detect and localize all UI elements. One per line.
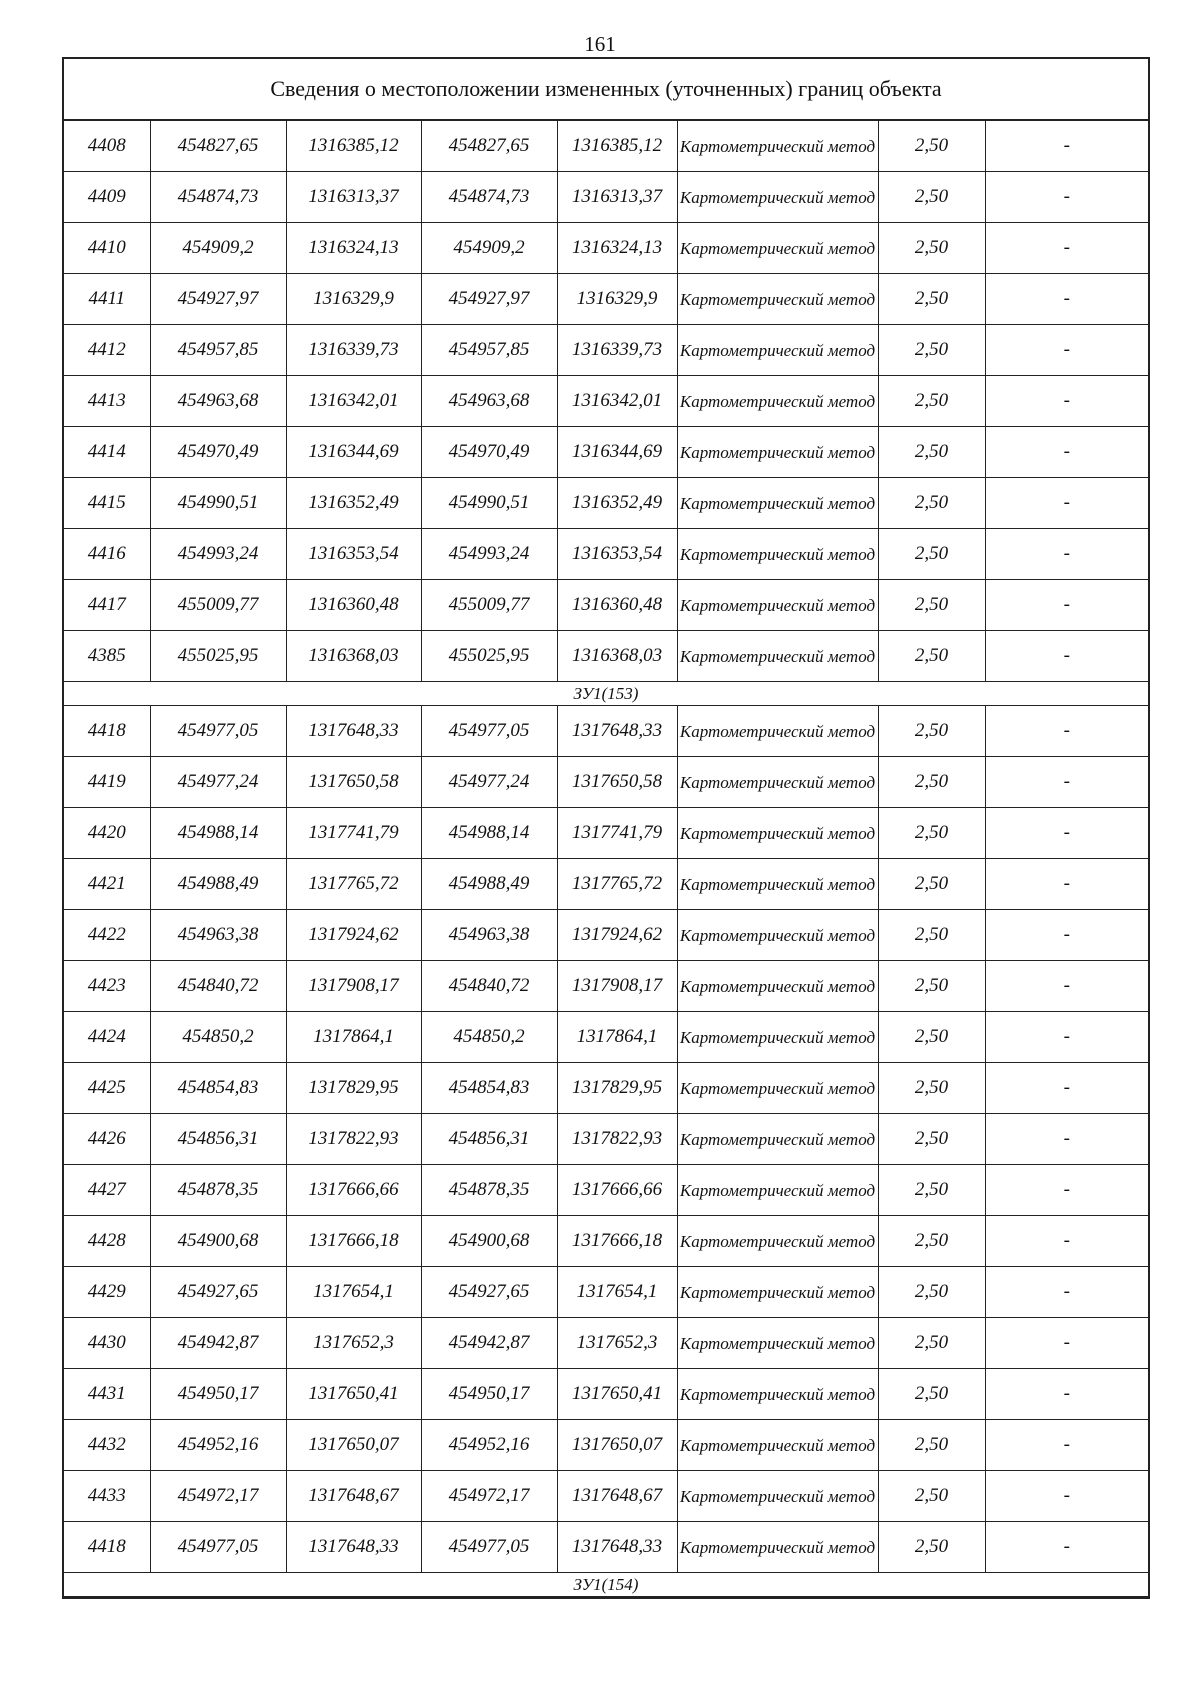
cell-point-number: 4433: [64, 1471, 150, 1522]
cell-point-number: 4421: [64, 859, 150, 910]
cell-description: -: [985, 961, 1148, 1012]
cell-y-new: 1317864,1: [557, 1012, 677, 1063]
cell-accuracy: 2,50: [878, 376, 985, 427]
cell-x-new: 454977,05: [421, 706, 557, 757]
cell-x-new: 454993,24: [421, 529, 557, 580]
cell-x-old: 454927,65: [150, 1267, 286, 1318]
cell-point-number: 4423: [64, 961, 150, 1012]
cell-accuracy: 2,50: [878, 859, 985, 910]
cell-x-old: 454970,49: [150, 427, 286, 478]
cell-point-number: 4415: [64, 478, 150, 529]
cell-description: -: [985, 1369, 1148, 1420]
table-row: [64, 1165, 1148, 1216]
cell-description: -: [985, 808, 1148, 859]
cell-description: -: [985, 325, 1148, 376]
cell-accuracy: 2,50: [878, 1267, 985, 1318]
cell-y-new: 1317666,18: [557, 1216, 677, 1267]
cell-y-old: 1317666,66: [286, 1165, 421, 1216]
cell-y-old: 1317822,93: [286, 1114, 421, 1165]
cell-method: Картометрический метод: [677, 1165, 878, 1216]
cell-x-old: 454850,2: [150, 1012, 286, 1063]
cell-y-old: 1316342,01: [286, 376, 421, 427]
cell-point-number: 4425: [64, 1063, 150, 1114]
cell-point-number: 4419: [64, 757, 150, 808]
cell-point-number: 4428: [64, 1216, 150, 1267]
coordinates-table-frame: [62, 57, 1150, 1599]
cell-y-old: 1317924,62: [286, 910, 421, 961]
cell-point-number: 4417: [64, 580, 150, 631]
cell-y-old: 1317654,1: [286, 1267, 421, 1318]
table-row: [64, 529, 1148, 580]
cell-method: Картометрический метод: [677, 1063, 878, 1114]
cell-y-new: 1316360,48: [557, 580, 677, 631]
cell-description: -: [985, 1318, 1148, 1369]
cell-method: Картометрический метод: [677, 121, 878, 172]
cell-y-new: 1317650,41: [557, 1369, 677, 1420]
section-label: ЗУ1(154): [64, 1573, 1148, 1597]
cell-x-new: 454927,65: [421, 1267, 557, 1318]
cell-accuracy: 2,50: [878, 478, 985, 529]
cell-point-number: 4431: [64, 1369, 150, 1420]
cell-point-number: 4427: [64, 1165, 150, 1216]
cell-point-number: 4411: [64, 274, 150, 325]
cell-x-old: 454942,87: [150, 1318, 286, 1369]
table-row: [64, 1420, 1148, 1471]
cell-y-old: 1317648,67: [286, 1471, 421, 1522]
cell-method: Картометрический метод: [677, 706, 878, 757]
cell-accuracy: 2,50: [878, 910, 985, 961]
cell-accuracy: 2,50: [878, 1420, 985, 1471]
cell-description: -: [985, 1165, 1148, 1216]
cell-y-new: 1316352,49: [557, 478, 677, 529]
cell-x-new: 455025,95: [421, 631, 557, 682]
cell-description: -: [985, 121, 1148, 172]
cell-x-new: 454874,73: [421, 172, 557, 223]
cell-x-new: 454840,72: [421, 961, 557, 1012]
cell-method: Картометрический метод: [677, 1420, 878, 1471]
table-row: [64, 478, 1148, 529]
cell-x-old: 454993,24: [150, 529, 286, 580]
cell-description: -: [985, 1114, 1148, 1165]
cell-y-new: 1317650,58: [557, 757, 677, 808]
cell-method: Картометрический метод: [677, 325, 878, 376]
cell-x-old: 454827,65: [150, 121, 286, 172]
cell-description: -: [985, 478, 1148, 529]
cell-x-new: 454878,35: [421, 1165, 557, 1216]
cell-point-number: 4429: [64, 1267, 150, 1318]
coordinates-table: [64, 121, 1148, 1597]
cell-description: -: [985, 1522, 1148, 1573]
cell-y-old: 1317648,33: [286, 1522, 421, 1573]
cell-method: Картометрический метод: [677, 580, 878, 631]
cell-accuracy: 2,50: [878, 580, 985, 631]
cell-method: Картометрический метод: [677, 427, 878, 478]
cell-description: -: [985, 1471, 1148, 1522]
cell-x-old: 454950,17: [150, 1369, 286, 1420]
cell-y-new: 1317908,17: [557, 961, 677, 1012]
cell-y-old: 1316329,9: [286, 274, 421, 325]
cell-method: Картометрический метод: [677, 1369, 878, 1420]
cell-accuracy: 2,50: [878, 1318, 985, 1369]
cell-x-new: 454850,2: [421, 1012, 557, 1063]
cell-y-old: 1317648,33: [286, 706, 421, 757]
cell-description: -: [985, 910, 1148, 961]
cell-method: Картометрический метод: [677, 808, 878, 859]
cell-method: Картометрический метод: [677, 1012, 878, 1063]
cell-y-old: 1316360,48: [286, 580, 421, 631]
table-row: [64, 961, 1148, 1012]
table-row: [64, 1063, 1148, 1114]
cell-x-new: 454950,17: [421, 1369, 557, 1420]
cell-x-new: 455009,77: [421, 580, 557, 631]
cell-y-old: 1316385,12: [286, 121, 421, 172]
cell-description: -: [985, 706, 1148, 757]
cell-x-new: 454827,65: [421, 121, 557, 172]
section-row: [64, 1573, 1148, 1597]
cell-description: -: [985, 427, 1148, 478]
cell-accuracy: 2,50: [878, 529, 985, 580]
cell-y-new: 1316329,9: [557, 274, 677, 325]
cell-y-old: 1316344,69: [286, 427, 421, 478]
cell-description: -: [985, 376, 1148, 427]
cell-description: -: [985, 172, 1148, 223]
cell-x-new: 454988,49: [421, 859, 557, 910]
cell-method: Картометрический метод: [677, 376, 878, 427]
cell-method: Картометрический метод: [677, 961, 878, 1012]
cell-description: -: [985, 223, 1148, 274]
cell-x-old: 454952,16: [150, 1420, 286, 1471]
cell-method: Картометрический метод: [677, 172, 878, 223]
cell-method: Картометрический метод: [677, 1114, 878, 1165]
cell-method: Картометрический метод: [677, 631, 878, 682]
cell-x-new: 454977,05: [421, 1522, 557, 1573]
cell-x-new: 454909,2: [421, 223, 557, 274]
table-row: [64, 910, 1148, 961]
cell-x-old: 455009,77: [150, 580, 286, 631]
table-row: [64, 1471, 1148, 1522]
cell-point-number: 4418: [64, 706, 150, 757]
cell-description: -: [985, 631, 1148, 682]
cell-y-new: 1317650,07: [557, 1420, 677, 1471]
cell-y-new: 1316324,13: [557, 223, 677, 274]
cell-accuracy: 2,50: [878, 1369, 985, 1420]
page-number: 161: [584, 32, 616, 56]
table-body: [64, 121, 1148, 1597]
cell-accuracy: 2,50: [878, 1471, 985, 1522]
section-label: ЗУ1(153): [64, 682, 1148, 706]
table-row: [64, 427, 1148, 478]
table-row: [64, 172, 1148, 223]
cell-description: -: [985, 1063, 1148, 1114]
table-title: Сведения о местоположении измененных (уточненных) границ объекта: [64, 59, 1148, 121]
cell-y-old: 1317829,95: [286, 1063, 421, 1114]
cell-x-new: 454977,24: [421, 757, 557, 808]
cell-accuracy: 2,50: [878, 706, 985, 757]
table-row: [64, 757, 1148, 808]
cell-method: Картометрический метод: [677, 478, 878, 529]
cell-accuracy: 2,50: [878, 172, 985, 223]
cell-y-old: 1317666,18: [286, 1216, 421, 1267]
cell-y-new: 1316368,03: [557, 631, 677, 682]
section-row: [64, 682, 1148, 706]
cell-description: -: [985, 529, 1148, 580]
cell-x-old: 454963,38: [150, 910, 286, 961]
cell-y-new: 1316385,12: [557, 121, 677, 172]
cell-description: -: [985, 1267, 1148, 1318]
cell-method: Картометрический метод: [677, 859, 878, 910]
cell-x-new: 454970,49: [421, 427, 557, 478]
cell-x-new: 454927,97: [421, 274, 557, 325]
cell-x-new: 454942,87: [421, 1318, 557, 1369]
cell-accuracy: 2,50: [878, 223, 985, 274]
cell-x-new: 454957,85: [421, 325, 557, 376]
cell-y-old: 1317908,17: [286, 961, 421, 1012]
cell-y-new: 1316313,37: [557, 172, 677, 223]
cell-point-number: 4416: [64, 529, 150, 580]
cell-point-number: 4410: [64, 223, 150, 274]
cell-method: Картометрический метод: [677, 1522, 878, 1573]
cell-x-new: 454963,38: [421, 910, 557, 961]
cell-x-old: 454977,24: [150, 757, 286, 808]
cell-description: -: [985, 1012, 1148, 1063]
cell-point-number: 4418: [64, 1522, 150, 1573]
cell-description: -: [985, 757, 1148, 808]
cell-x-old: 454963,68: [150, 376, 286, 427]
cell-x-new: 454900,68: [421, 1216, 557, 1267]
cell-y-new: 1317648,33: [557, 706, 677, 757]
table-row: [64, 376, 1148, 427]
cell-accuracy: 2,50: [878, 808, 985, 859]
cell-y-old: 1316353,54: [286, 529, 421, 580]
cell-x-new: 454952,16: [421, 1420, 557, 1471]
cell-y-new: 1316353,54: [557, 529, 677, 580]
cell-x-old: 454977,05: [150, 706, 286, 757]
cell-method: Картометрический метод: [677, 1471, 878, 1522]
cell-accuracy: 2,50: [878, 121, 985, 172]
table-row: [64, 121, 1148, 172]
cell-y-new: 1317654,1: [557, 1267, 677, 1318]
table-row: [64, 1012, 1148, 1063]
cell-method: Картометрический метод: [677, 529, 878, 580]
cell-x-old: 454878,35: [150, 1165, 286, 1216]
cell-point-number: 4426: [64, 1114, 150, 1165]
cell-accuracy: 2,50: [878, 1522, 985, 1573]
cell-x-new: 454856,31: [421, 1114, 557, 1165]
cell-point-number: 4409: [64, 172, 150, 223]
cell-accuracy: 2,50: [878, 1063, 985, 1114]
cell-description: -: [985, 274, 1148, 325]
table-row: [64, 223, 1148, 274]
cell-y-new: 1317648,33: [557, 1522, 677, 1573]
cell-method: Картометрический метод: [677, 757, 878, 808]
cell-x-old: 454972,17: [150, 1471, 286, 1522]
cell-y-old: 1317652,3: [286, 1318, 421, 1369]
cell-point-number: 4414: [64, 427, 150, 478]
cell-y-old: 1317650,07: [286, 1420, 421, 1471]
cell-description: -: [985, 1420, 1148, 1471]
cell-x-new: 454988,14: [421, 808, 557, 859]
cell-y-new: 1316342,01: [557, 376, 677, 427]
table-row: [64, 580, 1148, 631]
cell-x-old: 454840,72: [150, 961, 286, 1012]
cell-x-old: 454874,73: [150, 172, 286, 223]
cell-accuracy: 2,50: [878, 757, 985, 808]
cell-accuracy: 2,50: [878, 427, 985, 478]
cell-accuracy: 2,50: [878, 631, 985, 682]
cell-y-old: 1316339,73: [286, 325, 421, 376]
cell-y-old: 1317765,72: [286, 859, 421, 910]
cell-accuracy: 2,50: [878, 274, 985, 325]
cell-point-number: 4408: [64, 121, 150, 172]
cell-point-number: 4413: [64, 376, 150, 427]
table-row: [64, 631, 1148, 682]
cell-y-new: 1316344,69: [557, 427, 677, 478]
cell-point-number: 4424: [64, 1012, 150, 1063]
cell-x-old: 454977,05: [150, 1522, 286, 1573]
cell-point-number: 4422: [64, 910, 150, 961]
table-row: [64, 1369, 1148, 1420]
cell-y-new: 1317924,62: [557, 910, 677, 961]
table-row: [64, 1267, 1148, 1318]
cell-y-old: 1316324,13: [286, 223, 421, 274]
table-row: [64, 808, 1148, 859]
cell-point-number: 4420: [64, 808, 150, 859]
cell-point-number: 4430: [64, 1318, 150, 1369]
cell-x-old: 454988,14: [150, 808, 286, 859]
cell-accuracy: 2,50: [878, 1114, 985, 1165]
table-row: [64, 1114, 1148, 1165]
cell-description: -: [985, 1216, 1148, 1267]
cell-method: Картометрический метод: [677, 910, 878, 961]
cell-x-old: 454990,51: [150, 478, 286, 529]
cell-y-new: 1317652,3: [557, 1318, 677, 1369]
table-row: [64, 1318, 1148, 1369]
table-row: [64, 325, 1148, 376]
cell-y-new: 1317822,93: [557, 1114, 677, 1165]
cell-point-number: 4412: [64, 325, 150, 376]
cell-method: Картометрический метод: [677, 274, 878, 325]
cell-x-new: 454963,68: [421, 376, 557, 427]
cell-description: -: [985, 859, 1148, 910]
cell-y-new: 1316339,73: [557, 325, 677, 376]
cell-x-old: 454856,31: [150, 1114, 286, 1165]
table-row: [64, 859, 1148, 910]
cell-y-new: 1317741,79: [557, 808, 677, 859]
cell-y-old: 1317650,58: [286, 757, 421, 808]
cell-y-old: 1317864,1: [286, 1012, 421, 1063]
table-row: [64, 274, 1148, 325]
cell-x-old: 454927,97: [150, 274, 286, 325]
cell-x-old: 455025,95: [150, 631, 286, 682]
table-row: [64, 1216, 1148, 1267]
cell-y-old: 1316368,03: [286, 631, 421, 682]
cell-x-new: 454972,17: [421, 1471, 557, 1522]
cell-x-new: 454854,83: [421, 1063, 557, 1114]
cell-description: -: [985, 580, 1148, 631]
cell-accuracy: 2,50: [878, 1216, 985, 1267]
cell-y-new: 1317648,67: [557, 1471, 677, 1522]
cell-point-number: 4385: [64, 631, 150, 682]
cell-method: Картометрический метод: [677, 1216, 878, 1267]
cell-accuracy: 2,50: [878, 1165, 985, 1216]
cell-x-old: 454988,49: [150, 859, 286, 910]
cell-y-old: 1317741,79: [286, 808, 421, 859]
cell-method: Картометрический метод: [677, 1318, 878, 1369]
cell-y-old: 1317650,41: [286, 1369, 421, 1420]
cell-method: Картометрический метод: [677, 223, 878, 274]
cell-accuracy: 2,50: [878, 961, 985, 1012]
table-row: [64, 1522, 1148, 1573]
cell-y-new: 1317829,95: [557, 1063, 677, 1114]
cell-x-new: 454990,51: [421, 478, 557, 529]
cell-y-new: 1317765,72: [557, 859, 677, 910]
cell-accuracy: 2,50: [878, 325, 985, 376]
cell-method: Картометрический метод: [677, 1267, 878, 1318]
cell-x-old: 454909,2: [150, 223, 286, 274]
cell-x-old: 454957,85: [150, 325, 286, 376]
cell-y-old: 1316352,49: [286, 478, 421, 529]
cell-y-new: 1317666,66: [557, 1165, 677, 1216]
cell-point-number: 4432: [64, 1420, 150, 1471]
cell-y-old: 1316313,37: [286, 172, 421, 223]
cell-accuracy: 2,50: [878, 1012, 985, 1063]
cell-x-old: 454854,83: [150, 1063, 286, 1114]
cell-x-old: 454900,68: [150, 1216, 286, 1267]
table-row: [64, 706, 1148, 757]
